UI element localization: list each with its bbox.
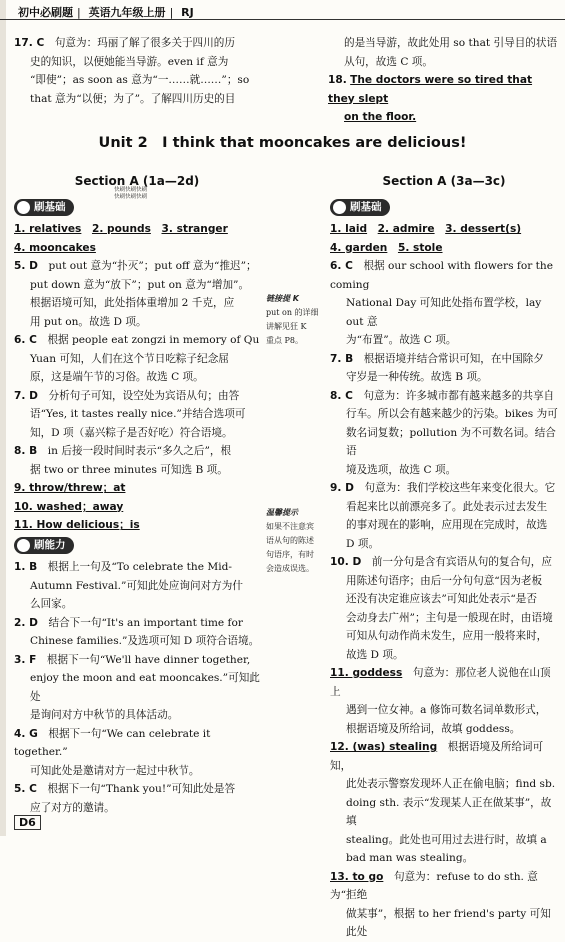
item-5: 5. D put out 意为“扑灭”；put off 意为“推迟”； [14, 260, 257, 272]
page-number: D6 [14, 815, 41, 830]
item-6: 6. C 根据 people eat zongzi in memory of Qu [14, 334, 260, 346]
item-r7: 7. B 根据语境并结合常识可知，在中国除夕 [330, 352, 544, 365]
answers-1-3: 1. relatives 2. pounds 3. stranger [14, 223, 228, 235]
right-column: Section A (3a—3c) 刷基础 1. laid 2. admire 3. dessert(s) 4. garden 5. stole 6. C 根据 our school with flowers for the coming National Day 可知此处指布置学校，lay out 意 为“布置”。故选 C 项。 7. B 根据语境并结合常识可知，在中国除夕 守岁是一种传统。故选 B 项。 8. C 句意为：许多城市都有越来越多的共享自 行车。所以会有越来越少的污染。bikes 为可 数名词复数；pollution 为不可数名词。结合语 境及选项，故选 C 项。 9. D 句意为：我们学校这些年来变化很大。它 看起来比以前漂亮多了。此处表示过去发生 的事对现在的影响，应用现在完成时，故选 D 项。 10. D 前一分句是含有宾语从句的复合句，应 用陈述句语序；由后一分句句意“因为老板 还没有决定谁应该去”可知此处表示“是否 会动身去广州”；主句是一般现在时，由语境 可知从句动作尚未发生，应用一般将来时， 故选 D 项。 11. goddess 句意为：那位老人说他在山顶上 遇到一位女神。a 修饰可数名词单数形式， 根据语境及所给词，故填 goddess。 12. (was) stealing 根据语境及所给词可知， 此处表示警察发现坏人正在偷电脑；find sb. doing sth. 表示“发现某人正在做某事”，故填 stealing。此处也可用过去进行时，故填 a bad man was stealing。 13. to go 句意为：refuse to do sth. 意为“拒绝 做某事”，根据 to her friend's party 可知此处 [330, 174, 558, 938]
page-header: 初中必刷题 | 英语九年级上册 | RJ [18, 6, 194, 19]
item-7: 7. D 分析句子可知，设空处为宾语从句；由答 [14, 389, 240, 402]
item-c2: 2. D 结合下一句“It's an important time for [14, 616, 243, 629]
item-r11: 11. goddess 句意为：那位老人说他在山顶上 [330, 667, 551, 698]
item-r12: 12. (was) stealing 根据语境及所给词可知， [330, 741, 544, 772]
pencil-icon [333, 201, 346, 214]
right-top-block [328, 34, 558, 127]
header-divider [0, 19, 565, 20]
side-note-link: 链接提 K put on 的详细 讲解见狂 K 重点 P8。 [266, 294, 319, 345]
pencil-icon [17, 201, 30, 214]
text-line: 史的知识，以便她能当导游。even if 意为 [30, 55, 229, 68]
book-name: 初中必刷题 [18, 6, 73, 19]
answer-text: on the floor. [344, 111, 417, 123]
item-17: 17. C 句意为：玛丽了解了很多关于四川的历 [14, 37, 235, 49]
side-note-tip: 温馨提示 如果不注意宾 语从句的陈述 句语序，有时 会造成误选。 [266, 508, 314, 573]
item-8: 8. B in 后接一段时间时表示“多久之后”，根 [14, 445, 232, 457]
section-title-right: Section A (3a—3c) [382, 174, 506, 188]
left-top-block [14, 34, 254, 108]
answer-4: 4. mooncakes [14, 241, 96, 254]
item-c1: 1. B 根据上一句及“To celebrate the Mid- [14, 561, 232, 573]
item-r8: 8. C 句意为：许多城市都有越来越多的共享自 [330, 389, 555, 402]
item-c4: 4. G 根据下一句“We can celebrate it together.” [14, 727, 211, 758]
badge-basic-right: 刷基础 [330, 199, 390, 216]
item-r6: 6. C 根据 our school with flowers for the coming [330, 260, 553, 291]
text-line: 的是当导游，故此处用 so that 引导目的状语 [344, 37, 558, 49]
item-c3: 3. F 根据下一句“We'll have dinner together, [14, 653, 251, 666]
stamp-text: 快刷快刷快刷 快刷快刷快刷 [114, 187, 148, 200]
text-line: that 意为“以便；为了”。了解四川历史的目 [30, 92, 236, 105]
answer-11: 11. How delicious；is [14, 519, 140, 531]
section-title-left: Section A (1a—2d) [74, 174, 200, 188]
edition: RJ [181, 6, 194, 19]
subject-name: 英语九年级上册 [88, 6, 166, 19]
item-c5: 5. C 根据下一句“Thank you!”可知此处是答 [14, 783, 236, 795]
badge-ability: 刷能力 [14, 537, 74, 554]
answer-10: 10. washed；away [14, 500, 124, 513]
item-18: 18. The doctors were so tired that they slept [328, 74, 533, 105]
answers-r-4-5: 4. garden 5. stole [330, 241, 443, 254]
item-r13: 13. to go 句意为：refuse to do sth. 意为“拒绝 [330, 870, 538, 901]
text-line: 从句，故选 C 项。 [344, 55, 433, 68]
answer-9: 9. throw/threw；at [14, 482, 126, 494]
pencil-icon [17, 539, 30, 552]
item-r10: 10. D 前一分句是含有宾语从句的复合句，应 [330, 556, 552, 568]
unit-title: Unit 2 I think that mooncakes are delicious! [98, 135, 467, 151]
item-r9: 9. D 句意为：我们学校这些年来变化很大。它 [330, 482, 556, 494]
left-column: Section A (1a—2d) 刷基础 1. relatives 2. pounds 3. stranger 4. mooncakes 5. D put out 意为“扑灭”；put off 意为“推迟”； put down 意为“放下”；put on 意为“增加”。 根据语境可知，此处指体重增加 2 千克，应 用 put on。故选 D 项。 6. C 根据 people eat zongzi in memory of Qu Yuan 可知，人们在这个节日吃粽子纪念屈 原，这是端午节的习俗。故选 C 项。 7. D 分析句子可知，设空处为宾语从句；由答 语“Yes, it tastes really nice.”并结合选项可 知，D 项（嘉兴粽子是否好吃）符合语境。 8. B in 后接一段时间时表示“多久之后”，根 据 two or three minutes 可知选 B 项。 9. throw/threw；at 10. washed；away 11. How delicious；is 刷能力 1. B 根据上一句及“To celebrate the Mid- Autumn Festival.”可知此处应询问对方为什 么回家。 2. D 结合下一句“It's an important time for Chinese families.”及选项可知 D 项符合语境。 3. F 根据下一句“We'll have dinner together, enjoy the moon and eat mooncakes.”可知此处 是询问对方中秋节的具体活动。 4. G 根据下一句“We can celebrate it together.” 可知此处是邀请对方一起过中秋节。 5. C 根据下一句“Thank you!”可知此处是答 应了对方的邀请。 [14, 174, 260, 814]
page-edge-strip [0, 0, 6, 836]
badge-basic-left: 刷基础 [14, 199, 74, 216]
text-line: “即使”；as soon as 意为“一……就……”；so [30, 74, 250, 86]
answers-r-1-3: 1. laid 2. admire 3. dessert(s) [330, 223, 522, 235]
